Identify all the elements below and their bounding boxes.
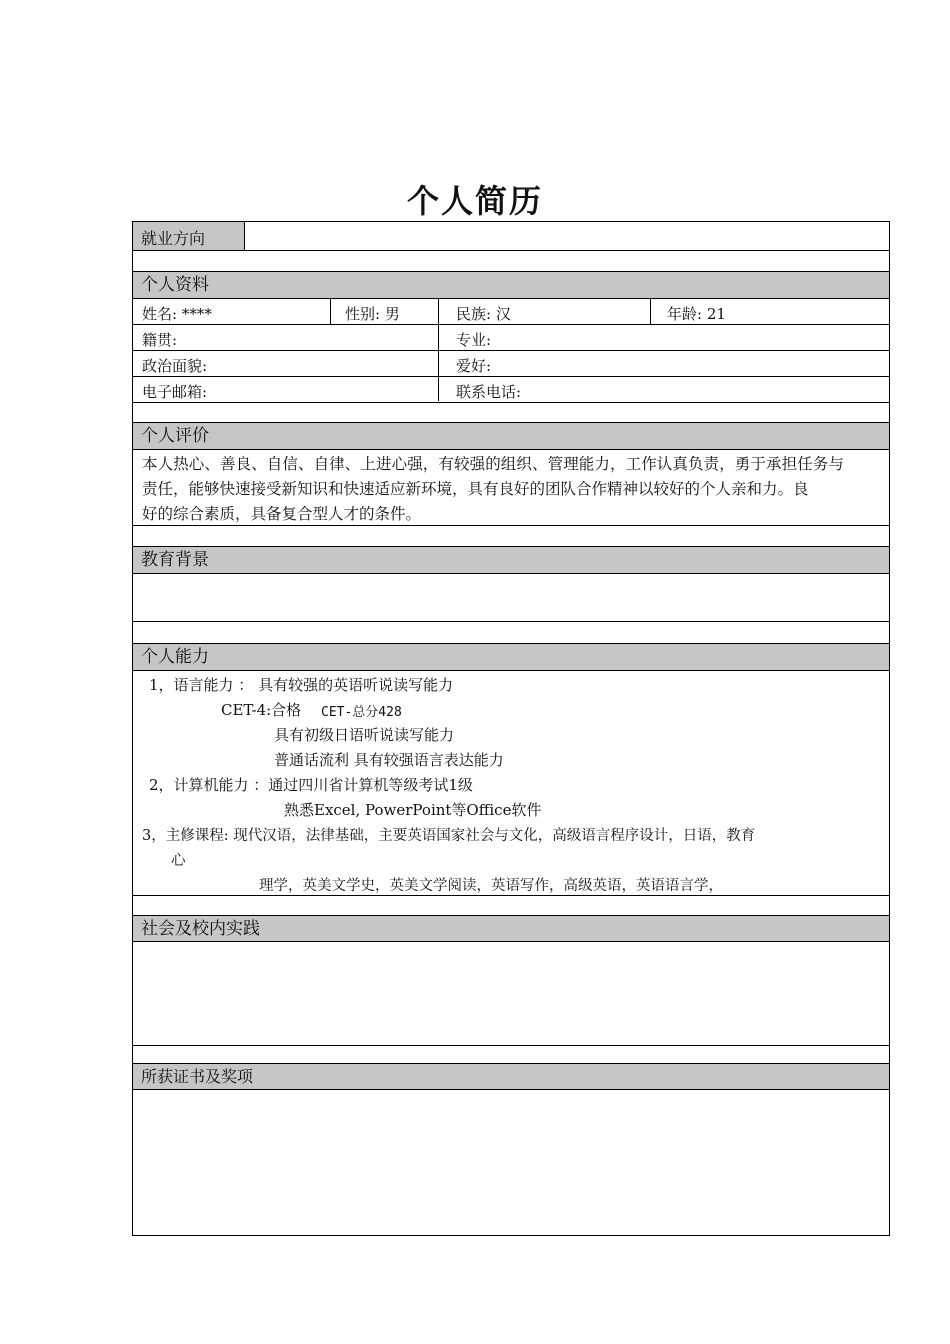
email-field: 电子邮箱: [142, 383, 208, 401]
section-personal-header: 个人资料 [133, 272, 889, 298]
ability-courses-line2: 理学，英美文学史，英美文学阅读，英语写作，高级英语，英语语言学， [259, 878, 723, 894]
phone-field: 联系电话: [456, 383, 522, 401]
ability-computer: 2，计算机能力 ：通过四川省计算机等级考试1级 [149, 776, 473, 794]
ability-courses-line1: 3，主修课程: 现代汉语，法律基础，主要英语国家社会与文化，高级语言程序设计，日语，教育 [142, 828, 756, 844]
ethnicity-field: 民族: 汉 [456, 305, 511, 323]
evaluation-line: 本人热心、善良、自信、自律、上进心强，有较强的组织、管理能力，工作认真负责，勇于承担任务与 [142, 455, 845, 473]
ability-japanese: 具有初级日语听说读写能力 [274, 726, 455, 744]
gender-field: 性别: 男 [345, 305, 400, 323]
section-evaluation-header: 个人评价 [133, 423, 889, 449]
age-field: 年龄: 21 [667, 305, 726, 323]
section-education-header: 教育背景 [133, 547, 889, 573]
direction-label: 就业方向 [133, 222, 245, 250]
page-title: 个人简历 [406, 182, 543, 220]
evaluation-line: 好的综合素质，具备复合型人才的条件。 [142, 505, 422, 523]
section-practice-header: 社会及校内实践 [133, 916, 889, 941]
ability-mandarin: 普通话流利 具有较强语言表达能力 [274, 751, 504, 769]
hobby-field: 爱好: [456, 357, 492, 375]
ability-office: 熟悉Excel, PowerPoint等Office软件 [284, 801, 542, 819]
major-field: 专业: [456, 331, 492, 349]
ability-cet-score: CET-总分428 [321, 705, 402, 720]
political-field: 政治面貌: [142, 357, 208, 375]
ability-cet-label: CET-4:合格 [221, 701, 302, 719]
section-ability-header: 个人能力 [133, 644, 889, 670]
evaluation-line: 责任，能够快速接受新知识和快速适应新环境，具有良好的团队合作精神以较好的个人亲和力。良 [142, 480, 809, 498]
ability-courses-xin: 心 [171, 853, 186, 869]
ability-language: 1，语言能力 ： 具有较强的英语听说读写能力 [149, 676, 454, 694]
section-awards-header: 所获证书及奖项 [133, 1064, 889, 1089]
origin-field: 籍贯: [142, 331, 178, 349]
resume-table [132, 221, 890, 1236]
name-field: 姓名: **** [142, 305, 212, 323]
